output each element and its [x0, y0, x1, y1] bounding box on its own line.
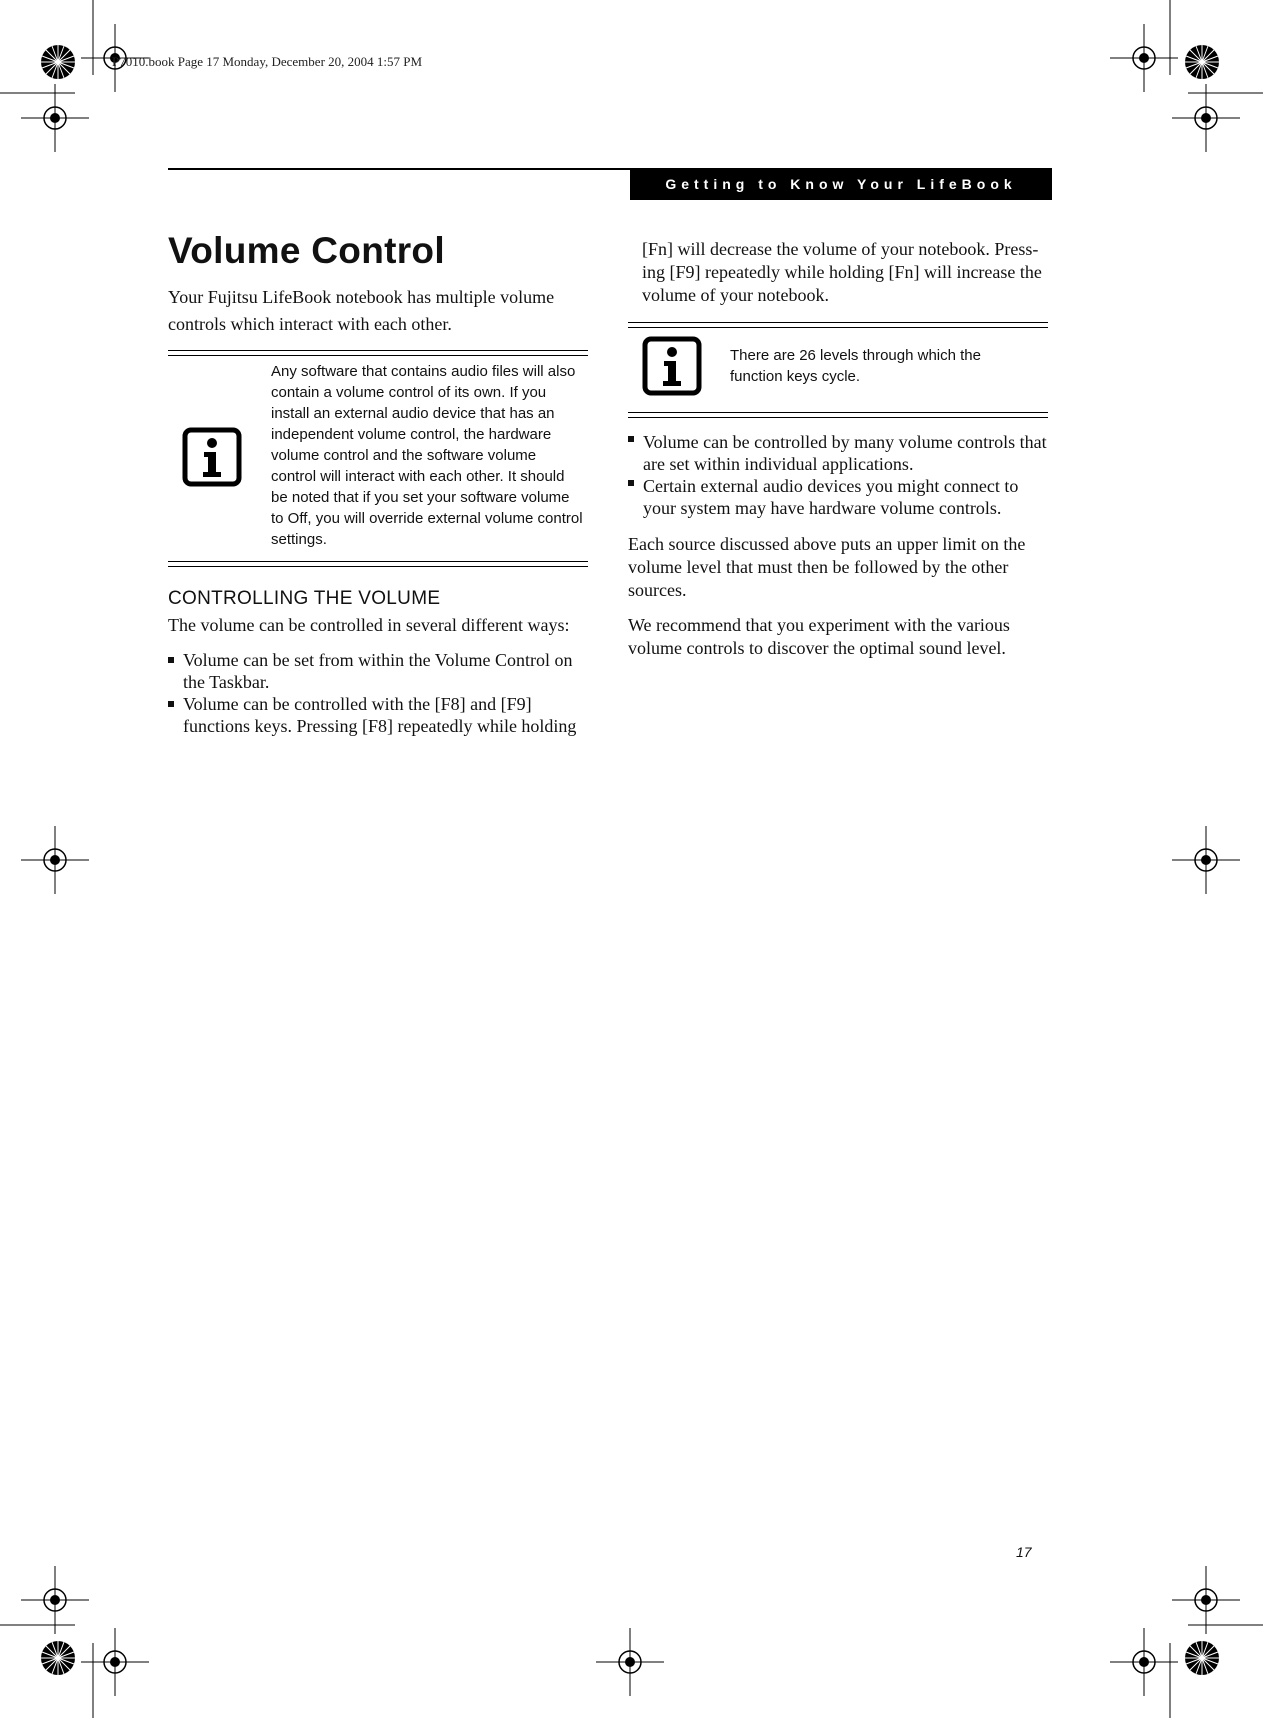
note1-top-rule [168, 350, 588, 356]
bullet-square-icon [168, 701, 174, 707]
intro-paragraph: Your Fujitsu LifeBook notebook has multiple volume controls which interact with each other. [168, 287, 555, 334]
list-item: Volume can be set from within the Volume Control on the Taskbar. [168, 649, 590, 693]
bullet-list-right [628, 431, 1052, 519]
running-header: Getting to Know Your LifeBook [630, 168, 1052, 200]
page-number: 17 [1016, 1544, 1032, 1560]
list-item: Certain external audio devices you might connect to your system may have hardware volume controls. [628, 475, 1052, 519]
paragraph-recommendation: We recommend that you experiment with the various volume controls to discover the optimal sound level. [628, 615, 1010, 658]
info-icon [642, 336, 702, 396]
section-heading: CONTROLLING THE VOLUME [168, 588, 441, 609]
header-rule [168, 168, 630, 170]
bullet-list-left [168, 649, 590, 737]
note1-text: Any software that contains audio files will also contain a volume control of its own. If you install an external audio device that has an independent volume control, the hardware volume control and the software volume control will interact with each other. It should be noted that if you set your software volume to Off, you will override external volume control settings. [271, 363, 583, 548]
paragraph-upper-limit: Each source discussed above puts an upper limit on the volume level that must then be followed by the other sources. [628, 534, 1026, 600]
page-title: Volume Control [168, 230, 445, 271]
note1-bottom-rule [168, 561, 588, 567]
bullet-square-icon [628, 480, 634, 486]
section-lead: The volume can be controlled in several different ways: [168, 615, 570, 635]
note2-bottom-rule [628, 412, 1048, 418]
note2-top-rule [628, 322, 1048, 328]
bullet-continuation: [Fn] will decrease the volume of your notebook. Press-ing [F9] repeatedly while holding [Fn] will increase the volume of your notebook. [642, 239, 1042, 305]
bullet-square-icon [628, 436, 634, 442]
info-icon [182, 427, 242, 487]
bullet-square-icon [168, 657, 174, 663]
list-item: Volume can be controlled by many volume controls that are set within individual applications. [628, 431, 1052, 475]
note2-text: There are 26 levels through which the function keys cycle. [730, 347, 981, 385]
print-slug: P7010.book Page 17 Monday, December 20, 2004 1:57 PM [112, 54, 423, 69]
list-item: Volume can be controlled with the [F8] and [F9] functions keys. Pressing [F8] repeatedly while holding [168, 693, 590, 737]
